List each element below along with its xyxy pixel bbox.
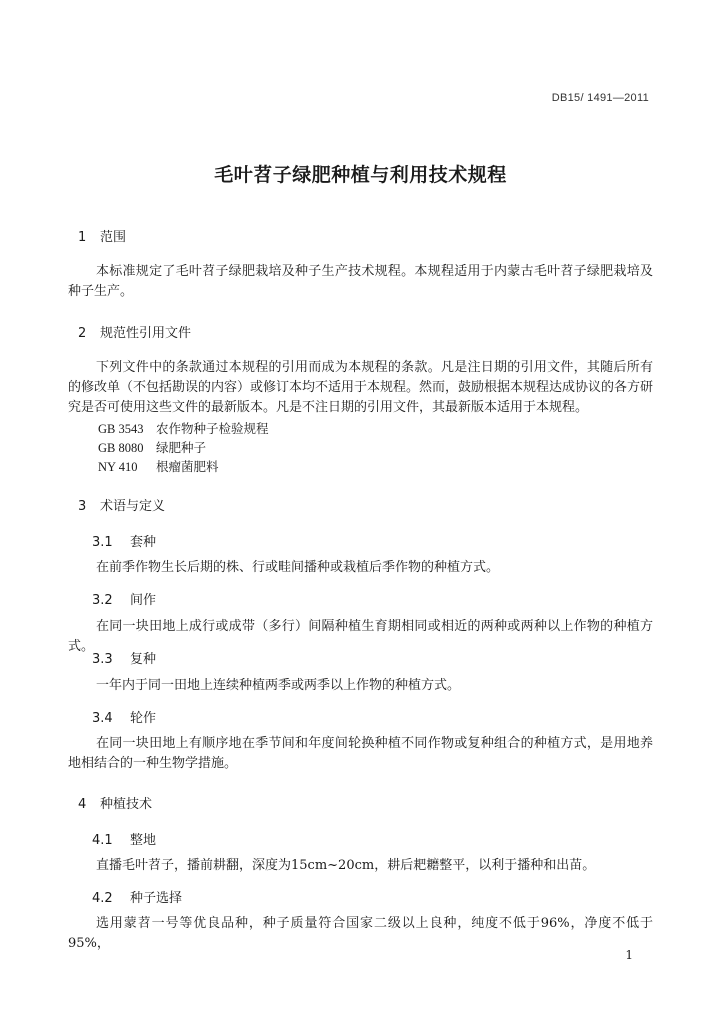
standard-number: DB15/ 1491—2011 bbox=[551, 92, 649, 104]
section-title: 术语与定义 bbox=[100, 499, 166, 514]
section-heading-planting bbox=[78, 793, 152, 812]
subsection-title: 套种 bbox=[130, 535, 157, 550]
subsection-number: 3.1 bbox=[92, 535, 113, 550]
references-paragraph: 下列文件中的条款通过本规程的引用而成为本规程的条款。凡是注日期的引用文件，其随后所有的修改单（不包括勘误的内容）或修订本均不适用于本规程。然而，鼓励根据本规程达成协议的各方研究是否可使用这些文件的最新版本。凡是不注日期的引用文件，其最新版本适用于本规程。 bbox=[68, 360, 654, 415]
subsection-number: 4.1 bbox=[92, 833, 113, 848]
subsection-title: 种子选择 bbox=[130, 891, 183, 906]
reference-code: GB 3543 bbox=[98, 422, 144, 436]
reference-code: NY 410 bbox=[98, 460, 138, 474]
section-heading-terms bbox=[78, 495, 165, 514]
subsection-heading bbox=[92, 531, 156, 550]
subsection-number: 3.2 bbox=[92, 593, 113, 608]
section-heading-scope bbox=[78, 226, 126, 245]
definition-paragraph: 在同一块田地上有顺序地在季节间和年度间轮换种植不同作物或复种组合的种植方式，是用地养地相结合的一种生物学措施。 bbox=[68, 736, 653, 771]
section-number: 2 bbox=[78, 326, 87, 341]
page-number: 1 bbox=[625, 948, 633, 962]
subsection-number: 3.3 bbox=[92, 652, 113, 667]
reference-name: 农作物种子检验规程 bbox=[156, 421, 269, 436]
technique-paragraph: 直播毛叶苕子，播前耕翻，深度为15cm~20cm，耕后耙耱整平，以利于播种和出苗。 bbox=[96, 858, 596, 873]
section-number: 4 bbox=[78, 797, 87, 812]
reference-item bbox=[98, 419, 269, 437]
definition-paragraph: 一年内于同一田地上连续种植两季或两季以上作物的种植方式。 bbox=[96, 678, 461, 693]
subsection-title: 复种 bbox=[130, 652, 157, 667]
subsection-heading bbox=[92, 707, 156, 726]
subsection-heading bbox=[92, 887, 182, 906]
technique-paragraph: 选用蒙苕一号等优良品种，种子质量符合国家二级以上良种，纯度不低于96%，净度不低于95%， bbox=[68, 916, 653, 951]
reference-item bbox=[98, 457, 219, 475]
subsection-number: 4.2 bbox=[92, 891, 113, 906]
reference-code: GB 8080 bbox=[98, 441, 144, 455]
subsection-heading bbox=[92, 648, 156, 667]
subsection-title: 间作 bbox=[130, 593, 157, 608]
subsection-title: 轮作 bbox=[130, 711, 157, 726]
section-number: 1 bbox=[78, 230, 87, 245]
reference-name: 根瘤菌肥料 bbox=[156, 459, 219, 474]
subsection-heading bbox=[92, 589, 156, 608]
section-title: 种植技术 bbox=[100, 797, 153, 812]
reference-name: 绿肥种子 bbox=[156, 440, 207, 455]
section-title: 范围 bbox=[100, 230, 127, 245]
section-number: 3 bbox=[78, 499, 87, 514]
subsection-number: 3.4 bbox=[92, 711, 113, 726]
section-heading-references bbox=[78, 322, 191, 341]
scope-paragraph: 本标准规定了毛叶苕子绿肥栽培及种子生产技术规程。本规程适用于内蒙古毛叶苕子绿肥栽培及种子生产。 bbox=[68, 264, 653, 299]
subsection-title: 整地 bbox=[130, 833, 157, 848]
section-title: 规范性引用文件 bbox=[100, 326, 192, 341]
reference-item bbox=[98, 438, 206, 456]
definition-paragraph: 在同一块田地上成行或成带（多行）间隔种植生育期相同或相近的两种或两种以上作物的种植方式。 bbox=[68, 619, 653, 654]
subsection-heading bbox=[92, 829, 156, 848]
page-title: 毛叶苕子绿肥种植与利用技术规程 bbox=[214, 164, 507, 186]
definition-paragraph: 在前季作物生长后期的株、行或畦间播种或栽植后季作物的种植方式。 bbox=[96, 560, 500, 575]
